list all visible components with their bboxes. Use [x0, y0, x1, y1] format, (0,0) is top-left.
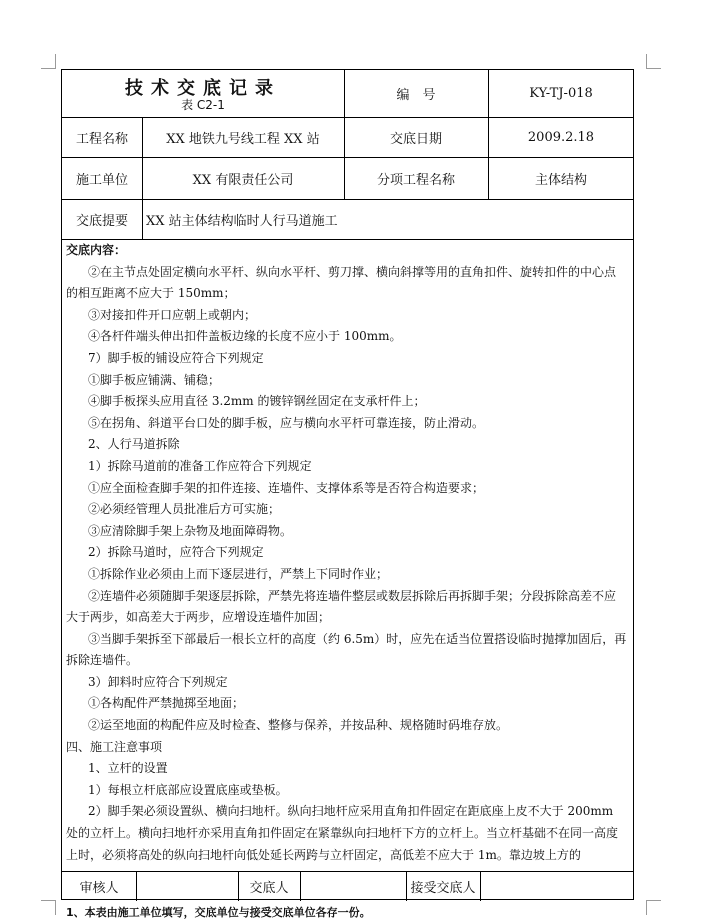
unit-label: 施工单位: [75, 172, 128, 188]
content-line: 3）卸料时应符合下列规定: [88, 674, 228, 689]
content-line: 2）拆除马道时，应符合下列规定: [88, 545, 264, 560]
content-line: 1、立杆的设置: [88, 761, 168, 776]
content-line: ②连墙件必须随脚手架逐层拆除，严禁先将连墙件整层或数层拆除后再拆脚手架；分段拆除高差不应大于两步，如高差大于两步，应增设连墙件加固；: [66, 588, 617, 625]
content-line: ②必须经管理人员批准后方可实施；: [88, 502, 281, 517]
content-line: ①各构配件严禁抛掷至地面；: [88, 696, 245, 711]
disclosure-content: [66, 240, 627, 866]
summary-label: 交底提要: [75, 213, 128, 229]
content-line: ①应全面检查脚手架的扣件连接、连墙件、支撑体系等是否符合构造要求；: [88, 480, 485, 495]
content-line: 2、人行马道拆除: [88, 437, 180, 452]
content-line: 四、施工注意事项: [66, 739, 163, 754]
content-line: ④各杆件端头伸出扣件盖板边缘的长度不应小于 100mm。: [88, 329, 402, 344]
unit-value: XX 有限责任公司: [192, 172, 294, 188]
footer-note: 1、本表由施工单位填写，交底单位与接受交底单位各存一份。: [66, 906, 371, 919]
crop-mark: [41, 900, 56, 915]
receiver-signature-field[interactable]: [480, 871, 634, 901]
summary-value: XX 站主体结构临时人行马道施工: [146, 213, 338, 229]
date-label: 交底日期: [389, 131, 442, 147]
crop-mark: [646, 54, 661, 69]
table-number: 表 C2-1: [181, 98, 225, 112]
content-line: 1）拆除马道前的准备工作应符合下列规定: [88, 458, 312, 473]
content-line: ④脚手板探头应用直径 3.2mm 的镀锌钢丝固定在支承杆件上；: [88, 394, 426, 409]
content-line: ②在主节点处固定横向水平杆、纵向水平杆、剪刀撑、横向斜撑等用的直角扣件、旋转扣件的中心点的相互距离不应大于 150mm；: [66, 264, 617, 301]
content-line: 2）脚手架必须设置纵、横向扫地杆。纵向扫地杆应采用直角扣件固定在距底座上皮不大于 200mm 处的立杆上。横向扫地杆亦采用直角扣件固定在紧靠纵向扫地杆下方的立杆上。当立杆基础不在同一高度上时，必须将高处的纵向扫地杆向低处延长两跨与立杆固定，高低差不应大于 1m。靠边坡上方的: [66, 804, 619, 862]
disclosure-record-table: [61, 69, 634, 900]
discloser-signature-field[interactable]: [300, 871, 406, 901]
receiver-label: 接受交底人: [410, 880, 476, 896]
discloser-label: 交底人: [249, 880, 289, 896]
content-line: ⑤在拐角、斜道平台口处的脚手板，应与横向水平杆可靠连接，防止滑动。: [88, 415, 485, 430]
reviewer-signature-field[interactable]: [136, 871, 238, 901]
code-label: 编 号: [396, 88, 436, 103]
content-heading: 交底内容：: [66, 243, 127, 257]
subproject-label: 分项工程名称: [376, 172, 455, 188]
content-line: ③当脚手架拆至下部最后一根长立杆的高度（约 6.5m）时，应先在适当位置搭设临时抛撑加固后，再拆除连墙件。: [66, 631, 627, 668]
content-line: ②运至地面的构配件应及时检查、整修与保养，并按品种、规格随时码堆存放。: [88, 718, 509, 733]
project-label: 工程名称: [75, 131, 128, 147]
project-value: XX 地铁九号线工程 XX 站: [166, 131, 320, 147]
date-value: 2009.2.18: [527, 129, 595, 145]
document-title: 技术交底记录: [125, 78, 281, 99]
content-line: ①脚手板应铺满、铺稳；: [88, 372, 221, 387]
content-line: 1）每根立杆底部应设置底座或垫板。: [88, 782, 288, 797]
reviewer-label: 审核人: [79, 880, 119, 896]
content-line: ③对接扣件开口应朝上或朝内；: [88, 307, 257, 322]
crop-mark: [646, 900, 661, 915]
subproject-value: 主体结构: [534, 172, 587, 188]
content-line: ①拆除作业必须由上而下逐层进行，严禁上下同时作业；: [88, 566, 389, 581]
code-value: KY-TJ-018: [529, 86, 593, 101]
content-line: ③应清除脚手架上杂物及地面障碍物。: [88, 523, 293, 538]
crop-mark: [41, 54, 56, 69]
content-line: 7）脚手板的铺设应符合下列规定: [88, 350, 264, 365]
